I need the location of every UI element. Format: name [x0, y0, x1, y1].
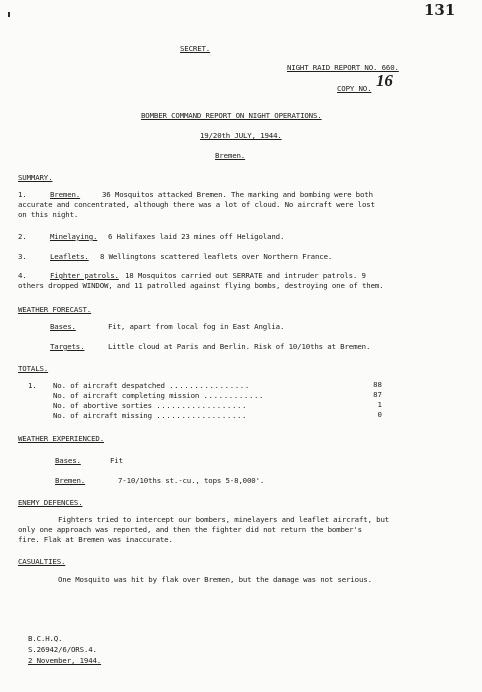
weather-targets-text: Little cloud at Paris and Berlin. Risk of 10/10ths at Bremen. — [108, 342, 371, 351]
footer-file-ref: S.26942/6/ORS.4. — [28, 645, 97, 654]
enemy-defences-text: fire. Flak at Bremen was inaccurate. — [18, 535, 173, 544]
totals-number: 1. — [28, 381, 37, 390]
summary-item-text: 18 Mosquitos carried out SERRATE and intruder patrols. 9 — [125, 271, 366, 280]
summary-item-text: accurate and concentrated, although there was a lot of cloud. No aircraft were lost — [18, 200, 375, 209]
casualties-text: One Mosquito was hit by flak over Bremen, but the damage was not serious. — [58, 575, 372, 584]
enemy-defences-heading: ENEMY DEFENCES. — [18, 498, 83, 507]
enemy-defences-text: Fighters tried to intercept our bombers, minelayers and leaflet aircraft, but — [58, 515, 390, 524]
weather-exp-bases-text: Fit — [110, 456, 123, 465]
summary-item-text: 8 Wellingtons scattered leaflets over Northern France. — [100, 252, 333, 261]
totals-row-label: No. of aircraft missing .................. — [53, 411, 248, 420]
weather-experienced-heading: WEATHER EXPERIENCED. — [18, 434, 104, 443]
copy-number: 16 — [376, 71, 393, 90]
totals-row-value: 87 — [373, 390, 382, 399]
summary-heading: SUMMARY. — [18, 173, 53, 182]
report-target: Bremen. — [215, 151, 246, 160]
summary-item-text: 6 Halifaxes laid 23 mines off Heligoland. — [108, 232, 285, 241]
totals-row-label: No. of abortive sorties .................. — [53, 401, 248, 410]
weather-bases-text: Fit, apart from local fog in East Anglia. — [108, 322, 285, 331]
report-title: BOMBER COMMAND REPORT ON NIGHT OPERATIONS. — [141, 111, 322, 120]
enemy-defences-text: only one approach was reported, and then the fighter did not return the bomber's — [18, 525, 362, 534]
totals-heading: TOTALS. — [18, 364, 49, 373]
totals-row-value: 88 — [373, 380, 382, 389]
totals-row-label: No. of aircraft despatched ................ — [53, 381, 250, 390]
footer-date: 2 November, 1944. — [28, 656, 102, 665]
totals-row-value: 1 — [377, 400, 382, 409]
weather-bases-label: Bases. — [50, 322, 76, 331]
classification-label: SECRET. — [180, 44, 211, 53]
summary-item-text: 36 Mosquitos attacked Bremen. The marking and bombing were both — [102, 190, 373, 199]
report-date: 19/20th JULY, 1944. — [200, 131, 282, 140]
summary-item-text: on this night. — [18, 210, 79, 219]
weather-forecast-heading: WEATHER FORECAST. — [18, 305, 92, 314]
footer-origin: B.C.H.Q. — [28, 634, 63, 643]
totals-row-value: 0 — [377, 410, 382, 419]
summary-item-text: others dropped WINDOW, and 11 patrolled against flying bombs, destroying one of them. — [18, 281, 384, 290]
casualties-heading: CASUALTIES. — [18, 557, 66, 566]
weather-exp-bremen-label: Bremen. — [55, 476, 86, 485]
copy-label: COPY NO. — [337, 84, 372, 93]
weather-exp-bremen-text: 7-10/10ths st.-cu., tops 5-8,000'. — [118, 476, 265, 485]
summary-item-label: Fighter patrols. — [50, 271, 119, 280]
summary-item-label: Minelaying. — [50, 232, 98, 241]
margin-mark — [8, 12, 10, 17]
weather-exp-bases-label: Bases. — [55, 456, 81, 465]
summary-item-number: 3. — [18, 252, 27, 261]
summary-item-number: 1. — [18, 190, 27, 199]
summary-item-number: 2. — [18, 232, 27, 241]
summary-item-label: Bremen. — [50, 190, 81, 199]
report-reference: NIGHT RAID REPORT NO. 660. — [287, 63, 399, 72]
totals-row-label: No. of aircraft completing mission ............ — [53, 391, 265, 400]
page-number: 131 — [424, 1, 456, 19]
weather-targets-label: Targets. — [50, 342, 85, 351]
summary-item-label: Leaflets. — [50, 252, 89, 261]
summary-item-number: 4. — [18, 271, 27, 280]
